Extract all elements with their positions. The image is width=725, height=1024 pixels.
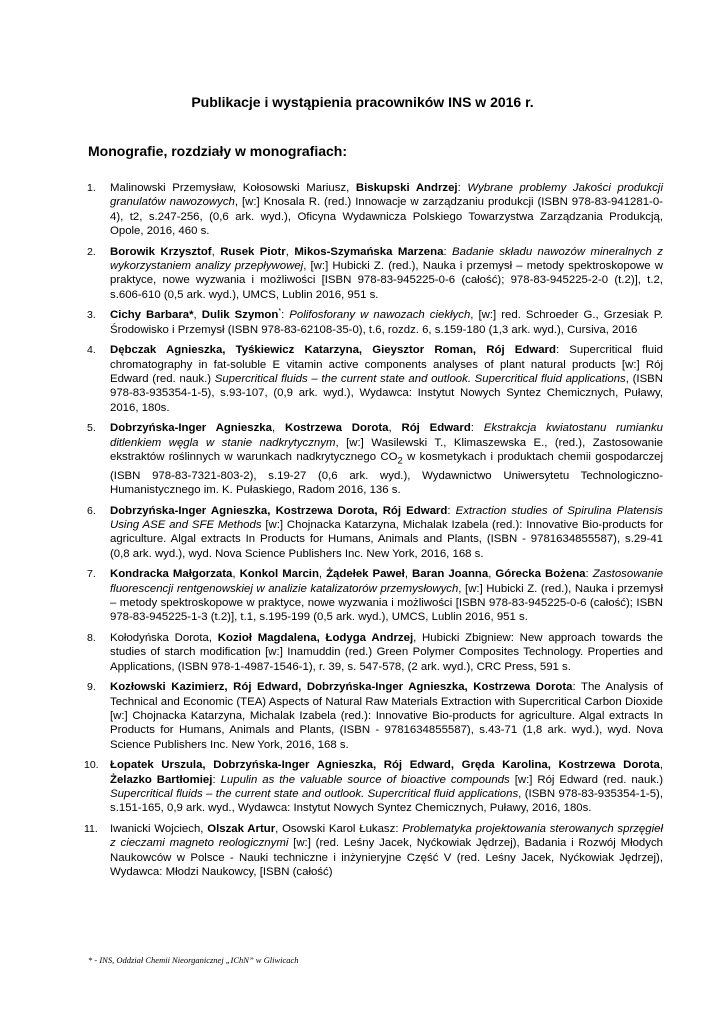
entry-number: 4. [87,344,96,357]
entry-text: Dębczak Agnieszka, Tyśkiewicz Katarzyna, Gieysztor Roman, Rój Edward: Supercritical fluid chromatography in fat-soluble E vitamin active components analyses of plant natural products [w:] Rój Edward (red. nauk.) Supercritical fluids – the current state and outlook. Supercritical fluid applications, (ISBN 978-83-935354-1-5), s.93-107, (0,9 ark. wyd.), Wydawca: Instytut Nowych Syntez Chemicznych, Puławy, 2016, 180s. [110,344,664,414]
publication-entry [87,343,664,414]
page-title: Publikacje i wystąpienia pracowników INS w 2016 r. [191,94,534,110]
publication-entry [87,421,663,497]
entry-number: 9. [87,681,96,694]
entry-text: Malinowski Przemysław, Kołosowski Mariusz, Biskupski Andrzej: Wybrane problemy Jakości produkcji granulatów nawozowych, [w:] Knosala R. (red.) Innowacje w zarządzaniu produkcji (ISBN 978-83-941281-0-4), t2, s.247-256, (0,6 ark. wyd.), Oficyna Wydawnicza Polskiego Towarzystwa Zarządzania Produkcją, Opole, 2016, 460 s. [110,182,663,237]
publication-entry [87,631,663,674]
publication-entry [87,181,663,238]
publication-entry [84,758,663,815]
publication-entry [87,567,663,624]
publication-entry [87,504,663,561]
entry-text: Cichy Barbara*, Dulik Szymon*: Polifosforany w nawozach ciekłych, [w:] red. Schroeder G., Grzesiak P. Środowisko i Przemysł (ISBN 978-83-62108-35-0), t.6, rozdz. 6, s.159-180 (1,3 ark. wyd.), Cursiva, 2016 [110,308,663,336]
footnote: * - INS, Oddział Chemii Nieorganicznej „IChN” w Gliwicach [88,955,299,965]
publication-entry [84,822,663,879]
publication-entry [87,308,663,337]
entry-number: 3. [87,309,96,322]
entry-number: 8. [87,632,96,645]
entry-number: 7. [87,568,96,581]
publication-entry [87,680,663,751]
entry-number: 11. [84,823,98,836]
entry-number: 5. [87,422,96,435]
entry-text: Kozłowski Kazimierz, Rój Edward, Dobrzyńska-Inger Agnieszka, Kostrzewa Dorota: The Analysis of Technical and Economic (TEA) Aspects of Natural Raw Materials Extraction with Supercritical Carbon Dioxide [w:] Chojnacka Katarzyna, Michalak Izabela (red.): Innovative Bio-products for agriculture. Algal extracts In Products for Humans, Animals and Plants, (ISBN - 9781634855587), s.43-71 (1,8 ark. wyd.), wyd. Nova Science Publishers Inc. New York, 2016, 168 s. [110,681,663,751]
entry-text: Borowik Krzysztof, Rusek Piotr, Mikos-Szymańska Marzena: Badanie składu nawozów mineralnych z wykorzystaniem analizy przepływowej, [w:] Hubicki Z. (red.), Nauka i przemysł – metody spektroskopowe w praktyce, nowe wyzwania i możliwości [ISBN 978-83-945225-0-6 (całość); 978-83-945225-2-0 (t.2)], t.2, s.606-610 (0,5 ark. wyd.), UMCS, Lublin 2016, 951 s. [110,245,663,301]
publication-list [0,181,664,886]
entry-text: Dobrzyńska-Inger Agnieszka, Kostrzewa Dorota, Rój Edward: Extraction studies of Spirulina Platensis Using ASE and SFE Methods [w:] Chojnacka Katarzyna, Michalak Izabela (red.): Innovative Bio-products for agriculture. Algal extracts In Products for Humans, Animals and Plants, (ISBN - 9781634855587), s.29-41 (0,8 ark. wyd.), wyd. Nova Science Publishers Inc. New York, 2016, 168 s. [110,504,663,560]
publication-entry [87,245,663,302]
entry-text: Iwanicki Wojciech, Olszak Artur, Osowski Karol Łukasz: Problematyka projektowania sterowanych sprzęgieł z cieczami magneto reologicznymi [w:] (red. Leśny Jacek, Nyćkowiak Jędrzej), Badania i Rozwój Młodych Naukowców w Polsce - Nauki techniczne i inżynieryjne Część V (red. Leśny Jacek, Nyćkowiak Jędrzej), Wydawca: Młodzi Naukowcy, [ISBN (całość) [110,823,663,879]
entry-number: 6. [87,504,96,517]
entry-text: Kondracka Małgorzata, Konkol Marcin, Żądełek Paweł, Baran Joanna, Górecka Bożena: Zastosowanie fluorescencji rentgenowskiej w analizie katalizatorów przemysłowych, [w:] Hubicki Z. (red.), Nauka i przemysł – metody spektroskopowe w praktyce, nowe wyzwania i możliwości [ISBN 978-83-945225-0-6 (całość); ISBN 978-83-945225-1-3 (t.2)], t.1, s.195-199 (0,5 ark. wyd.), UMCS, Lublin 2016, 951 s. [110,568,663,624]
section-heading: Monografie, rozdziały w monografiach: [88,143,348,159]
entry-text: Łopatek Urszula, Dobrzyńska-Inger Agnieszka, Rój Edward, Gręda Karolina, Kostrzewa Dorota, Żelazko Bartłomiej: Lupulin as the valuable source of bioactive compounds [w:] Rój Edward (red. nauk.) Supercritical fluids – the current state and outlook. Supercritical fluid applications, (ISBN 978-83-935354-1-5), s.151-165, 0,9 ark. wyd., Wydawca: Instytut Nowych Syntez Chemicznych, Puławy, 2016, 180s. [110,759,663,815]
entry-number: 10. [84,759,99,772]
entry-number: 1. [87,182,96,194]
entry-text: Kołodyńska Dorota, Kozioł Magdalena, Łodyga Andrzej, Hubicki Zbigniew: New approach towards the studies of starch modification [w:] Inamuddin (red.) Green Polymer Composites Technology. Properties and Applications, (ISBN 978-1-4987-1546-1), r. 39, s. 547-578, (2 ark. wyd.), CRC Press, 591 s. [110,632,663,673]
entry-text: Dobrzyńska-Inger Agnieszka, Kostrzewa Dorota, Rój Edward: Ekstrakcja kwiatostanu rumianku ditlenkiem węgla w stanie nadkrytycznym, [w:] Wasilewski T., Klimaszewska E., (red.), Zastosowanie ekstraktów roślinnych w warunkach nadkrytycznego $CO_2$ w kosmetykach i produktach chemii gospodarczej (ISBN 978-83-7321-803-2), s.19-27 (0,6 ark. wyd.), Wydawnictwo Uniwersytetu Technologiczno-Humanistycznego im. K. Pułaskiego, Radom 2016, 136 s. [110,422,663,496]
entry-number: 2. [87,245,96,258]
